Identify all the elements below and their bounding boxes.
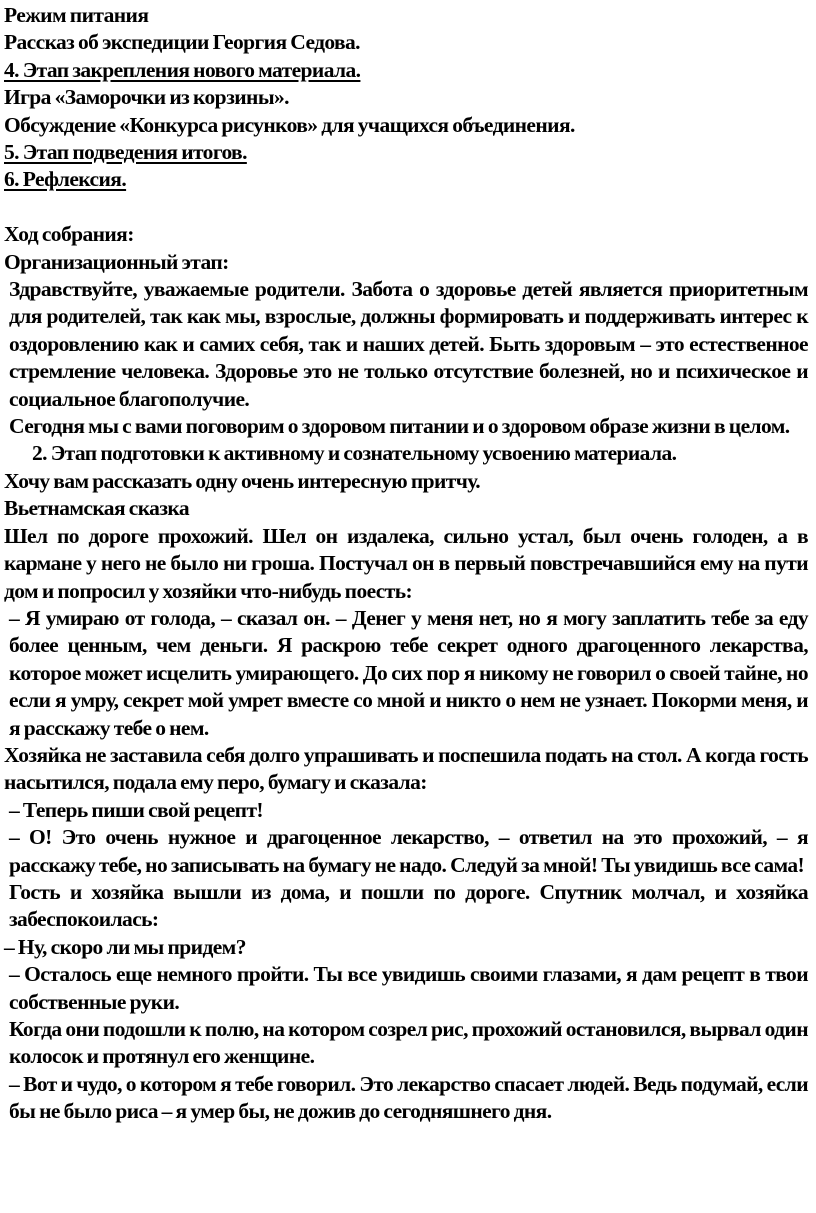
org-stage-heading: Организационный этап: bbox=[4, 249, 229, 274]
story-paragraph: – Теперь пиши свой рецепт! bbox=[9, 797, 263, 822]
outline-item-stage-6: 6. Рефлексия. bbox=[4, 167, 127, 192]
story-paragraph: Гость и хозяйка вышли из дома, и пошли по дороге. Спутник молчал, и хозяйка забеспокоилась: bbox=[9, 879, 808, 932]
story-paragraph: – О! Это очень нужное и драгоценное лекарство, – ответил на это прохожий, – я расскажу тебе, но записывать на бумагу не надо. Следуй за мной! Ты увидишь все сама! bbox=[9, 825, 808, 877]
tale-title: Вьетнамская сказка bbox=[4, 496, 189, 521]
outline-item-basket-game: Игра «Заморочки из корзины». bbox=[4, 85, 289, 110]
story-paragraph: – Вот и чудо, о котором я тебе говорил. Это лекарство спасает людей. Ведь подумай, если бы не было риса – я умер бы, не дожив до сегодняшнего дня. bbox=[9, 1071, 808, 1124]
story-paragraph: – Ну, скоро ли мы придем? bbox=[4, 934, 246, 959]
outline-item-drawing-contest: Обсуждение «Конкурса рисунков» для учащихся объединения. bbox=[4, 112, 575, 137]
story-paragraph: Хозяйка не заставила себя долго упрашивать и поспешила подать на стол. А когда гость насытился, подала ему перо, бумагу и сказала: bbox=[4, 742, 808, 795]
intro-paragraph: Здравствуйте, уважаемые родители. Забота о здоровье детей является приоритетным для родителей, так как мы, взрослые, должны формировать и поддерживать интерес к оздоровлению как и самих себя, так и наших детей. Быть здоровым – это естественное стремление человека. Здоровье это не только отсутствие болезней, но и психическое и социальное благополучие. bbox=[9, 277, 808, 411]
story-paragraph: – Я умираю от голода, – сказал он. – Денег у меня нет, но я могу заплатить тебе за еду более ценным, чем деньги. Я раскрою тебе секрет одного драгоценного лекарства, которое может исцелить умирающего. До сих пор я никому не говорил о своей тайне, но если я умру, секрет мой умрет вместе со мной и никто о нем не узнает. Покорми меня, и я расскажу тебе о нем. bbox=[9, 605, 808, 740]
today-paragraph: Сегодня мы с вами поговорим о здоровом питании и о здоровом образе жизни в целом. bbox=[9, 414, 790, 439]
parable-intro: Хочу вам рассказать одну очень интересную притчу. bbox=[4, 468, 481, 493]
meeting-heading: Ход собрания: bbox=[4, 222, 134, 247]
outline-item-diet: Режим питания bbox=[4, 3, 149, 27]
outline-item-stage-4: 4. Этап закрепления нового материала. bbox=[4, 57, 361, 82]
outline-item-sedov-story: Рассказ об экспедиции Георгия Седова. bbox=[4, 30, 360, 55]
story-paragraph: Шел по дороге прохожий. Шел он издалека, сильно устал, был очень голоден, а в кармане у него не было ни гроша. Постучал он в первый повстречавшийся ему на пути дом и попросил у хозяйки что-нибудь поесть: bbox=[4, 523, 808, 603]
stage-2-heading: 2. Этап подготовки к активному и сознательному усвоению материала. bbox=[32, 441, 677, 466]
outline-item-stage-5: 5. Этап подведения итогов. bbox=[4, 140, 247, 165]
story-paragraph: – Осталось еще немного пройти. Ты все увидишь своими глазами, я дам рецепт в твои собственные руки. bbox=[9, 962, 808, 1014]
blank-line bbox=[4, 194, 808, 221]
story-paragraph: Когда они подошли к полю, на котором созрел рис, прохожий остановился, вырвал один колосок и протянул его женщине. bbox=[9, 1017, 808, 1069]
